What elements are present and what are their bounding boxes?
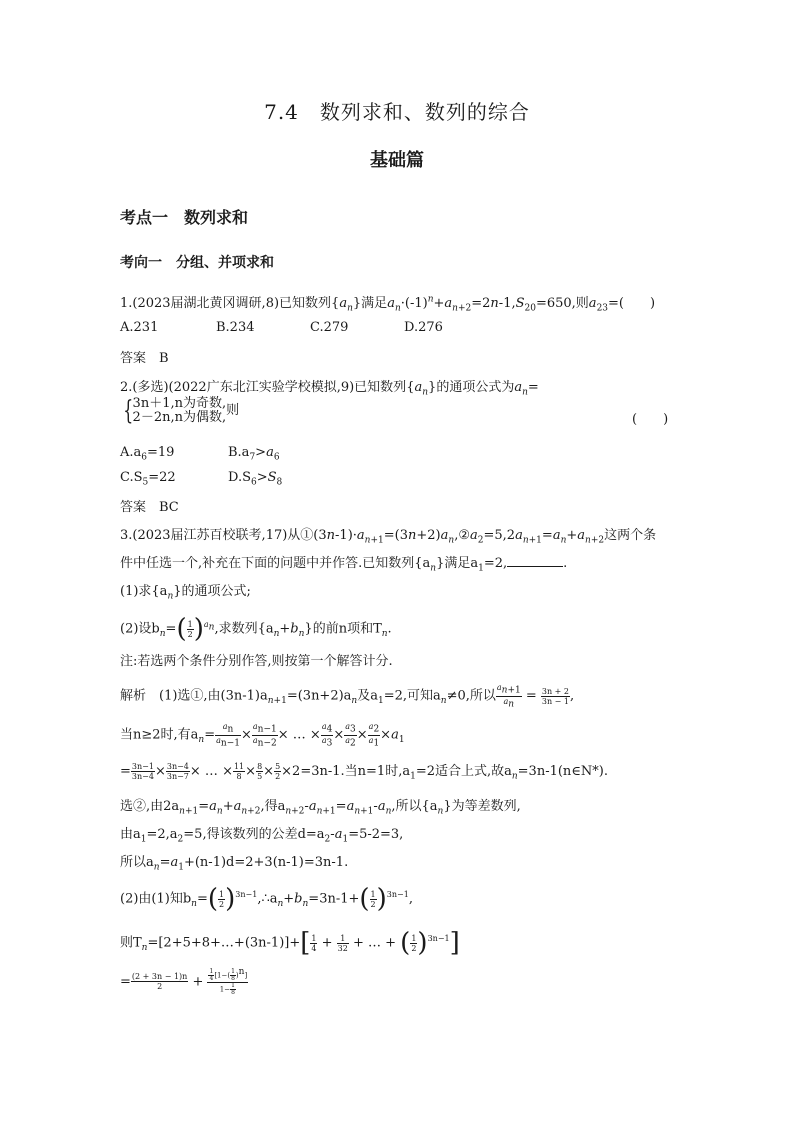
solution-line1: 解析 (1)选①,由$(3n-1)a_{n+1}=(3n+2)a_n$及$a_1=2$,可知$a_n\ne 0$,所以 $\frac{a_{n+1}}{a_n}$ = $\frac{3n + 2}{3n - 1}$ , [120, 683, 575, 710]
answer-blank [507, 554, 563, 567]
option-c: $C.S_5=22$ [120, 470, 176, 488]
option-a: A.231 [120, 320, 159, 335]
solution-line5: 由$a_1=2,a_2=5$,得该数列的公差$d=a_2-a_1=5-2=3$, [120, 827, 404, 845]
page-subtitle: 基础篇 [370, 150, 424, 171]
page-title: 7.4 数列求和、数列的综合 [264, 100, 530, 124]
solution-line7: (2)由(1)知$b_n=$( $\frac{1}{2}$ )$^{3n-1},\therefore a_n+b_n=3n-1+$( $\frac{1}{2}$ )$^{3n-1}$, [120, 884, 413, 914]
option-a: $A.a_6=19$ [120, 445, 175, 463]
answer-1: 答案 B [120, 351, 169, 366]
option-c: C.279 [310, 320, 349, 335]
answer-2: 答案 BC [120, 500, 179, 515]
option-d: $D.S_6>S_8$ [228, 470, 283, 488]
question-2: 2.(多选)(2022广东北江实验学校模拟,9)已知数列$\{a_n\}$的通项公式为$a_n=$ [120, 380, 539, 398]
solution-line2: 当n≥2时,有$a_n=$ $\frac{a_n}{a_{n-1}}$ × $\frac{a_{n-1}}{a_{n-2}}$ × … × $\frac{a_4}{a_3}$ × $\frac{a_3}{a_2}$ × $\frac{a_2}{a_1}$ $\times a_1$ [120, 722, 405, 749]
question-2-piecewise: { 3n＋1,n为奇数, 2－2n,n为偶数, 则 [123, 396, 240, 426]
solution-line4: 选②,由$2a_{n+1}=a_n+a_{n+2}$,得$a_{n+2}-a_{n+1}=a_{n+1}-a_n$,所以$\{a_n\}$为等差数列, [120, 799, 521, 817]
question-3-part2: (2)设$b_n=$( $\frac{1}{2}$ )$^{a_n}$,求数列$\{a_n+b_n\}$的前n项和$T_n$. [120, 614, 392, 644]
question-3-note: 注:若选两个条件分别作答,则按第一个解答计分. [120, 654, 393, 669]
question-3-part1: (1)求$\{a_n\}$的通项公式; [120, 584, 251, 602]
question-1: 1.(2023届湖北黄冈调研,8)已知数列$\{a_n\}$满足$a_n\cdot(-1)^n+a_{n+2}=2n-1,S_{20}=650$,则$a_{23}=$( ) [120, 294, 656, 314]
solution-line9: = $\frac{(2 + 3n - 1)n}{2}$ + $\frac{1}{4}$ [1−( $\frac{1}{8}$ )$^n$] 1− $\frac{1}{8}$ [120, 967, 248, 996]
option-d: D.276 [404, 320, 443, 335]
solution-line8: 则$T_n=[2+5+8+\dots+(3n-1)]+$[ $\frac{1}{4}$ + $\frac{1}{32}$ + … + ( $\frac{1}{2}$ )$^{3n-1}$] [120, 928, 460, 958]
section-heading: 考点一 数列求和 [120, 208, 249, 227]
solution-line6: 所以$a_n=a_1+(n-1)d=2+3(n-1)=3n-1$. [120, 855, 349, 873]
question-3-line2: 件中任选一个,补充在下面的问题中并作答.已知数列$\{a_n\}$满足$a_1=2$, . [120, 556, 568, 574]
direction-heading: 考向一 分组、并项求和 [120, 255, 274, 271]
option-b: B.234 [216, 320, 255, 335]
option-b: $B.a_7>a_6$ [228, 445, 280, 463]
solution-line3: = $\frac{3n-1}{3n-4}$ × $\frac{3n-4}{3n-7}$ × … × $\frac{11}{8}$ × $\frac{8}{5}$ × $\frac{5}{2}$ ×2=3n-1.当n=1时$,a_1=2$适合上式,故$a_n=3n-1(n\in N*)$. [120, 762, 609, 782]
answer-paren: ( ) [632, 412, 669, 427]
question-3-line1: 3.(2023届江苏百校联考,17)从$①(3n-1)\cdot a_{n+1}=(3n+2)a_n,②a_2=5,2a_{n+1}=a_n+a_{n+2}$这两个条 [120, 528, 657, 546]
